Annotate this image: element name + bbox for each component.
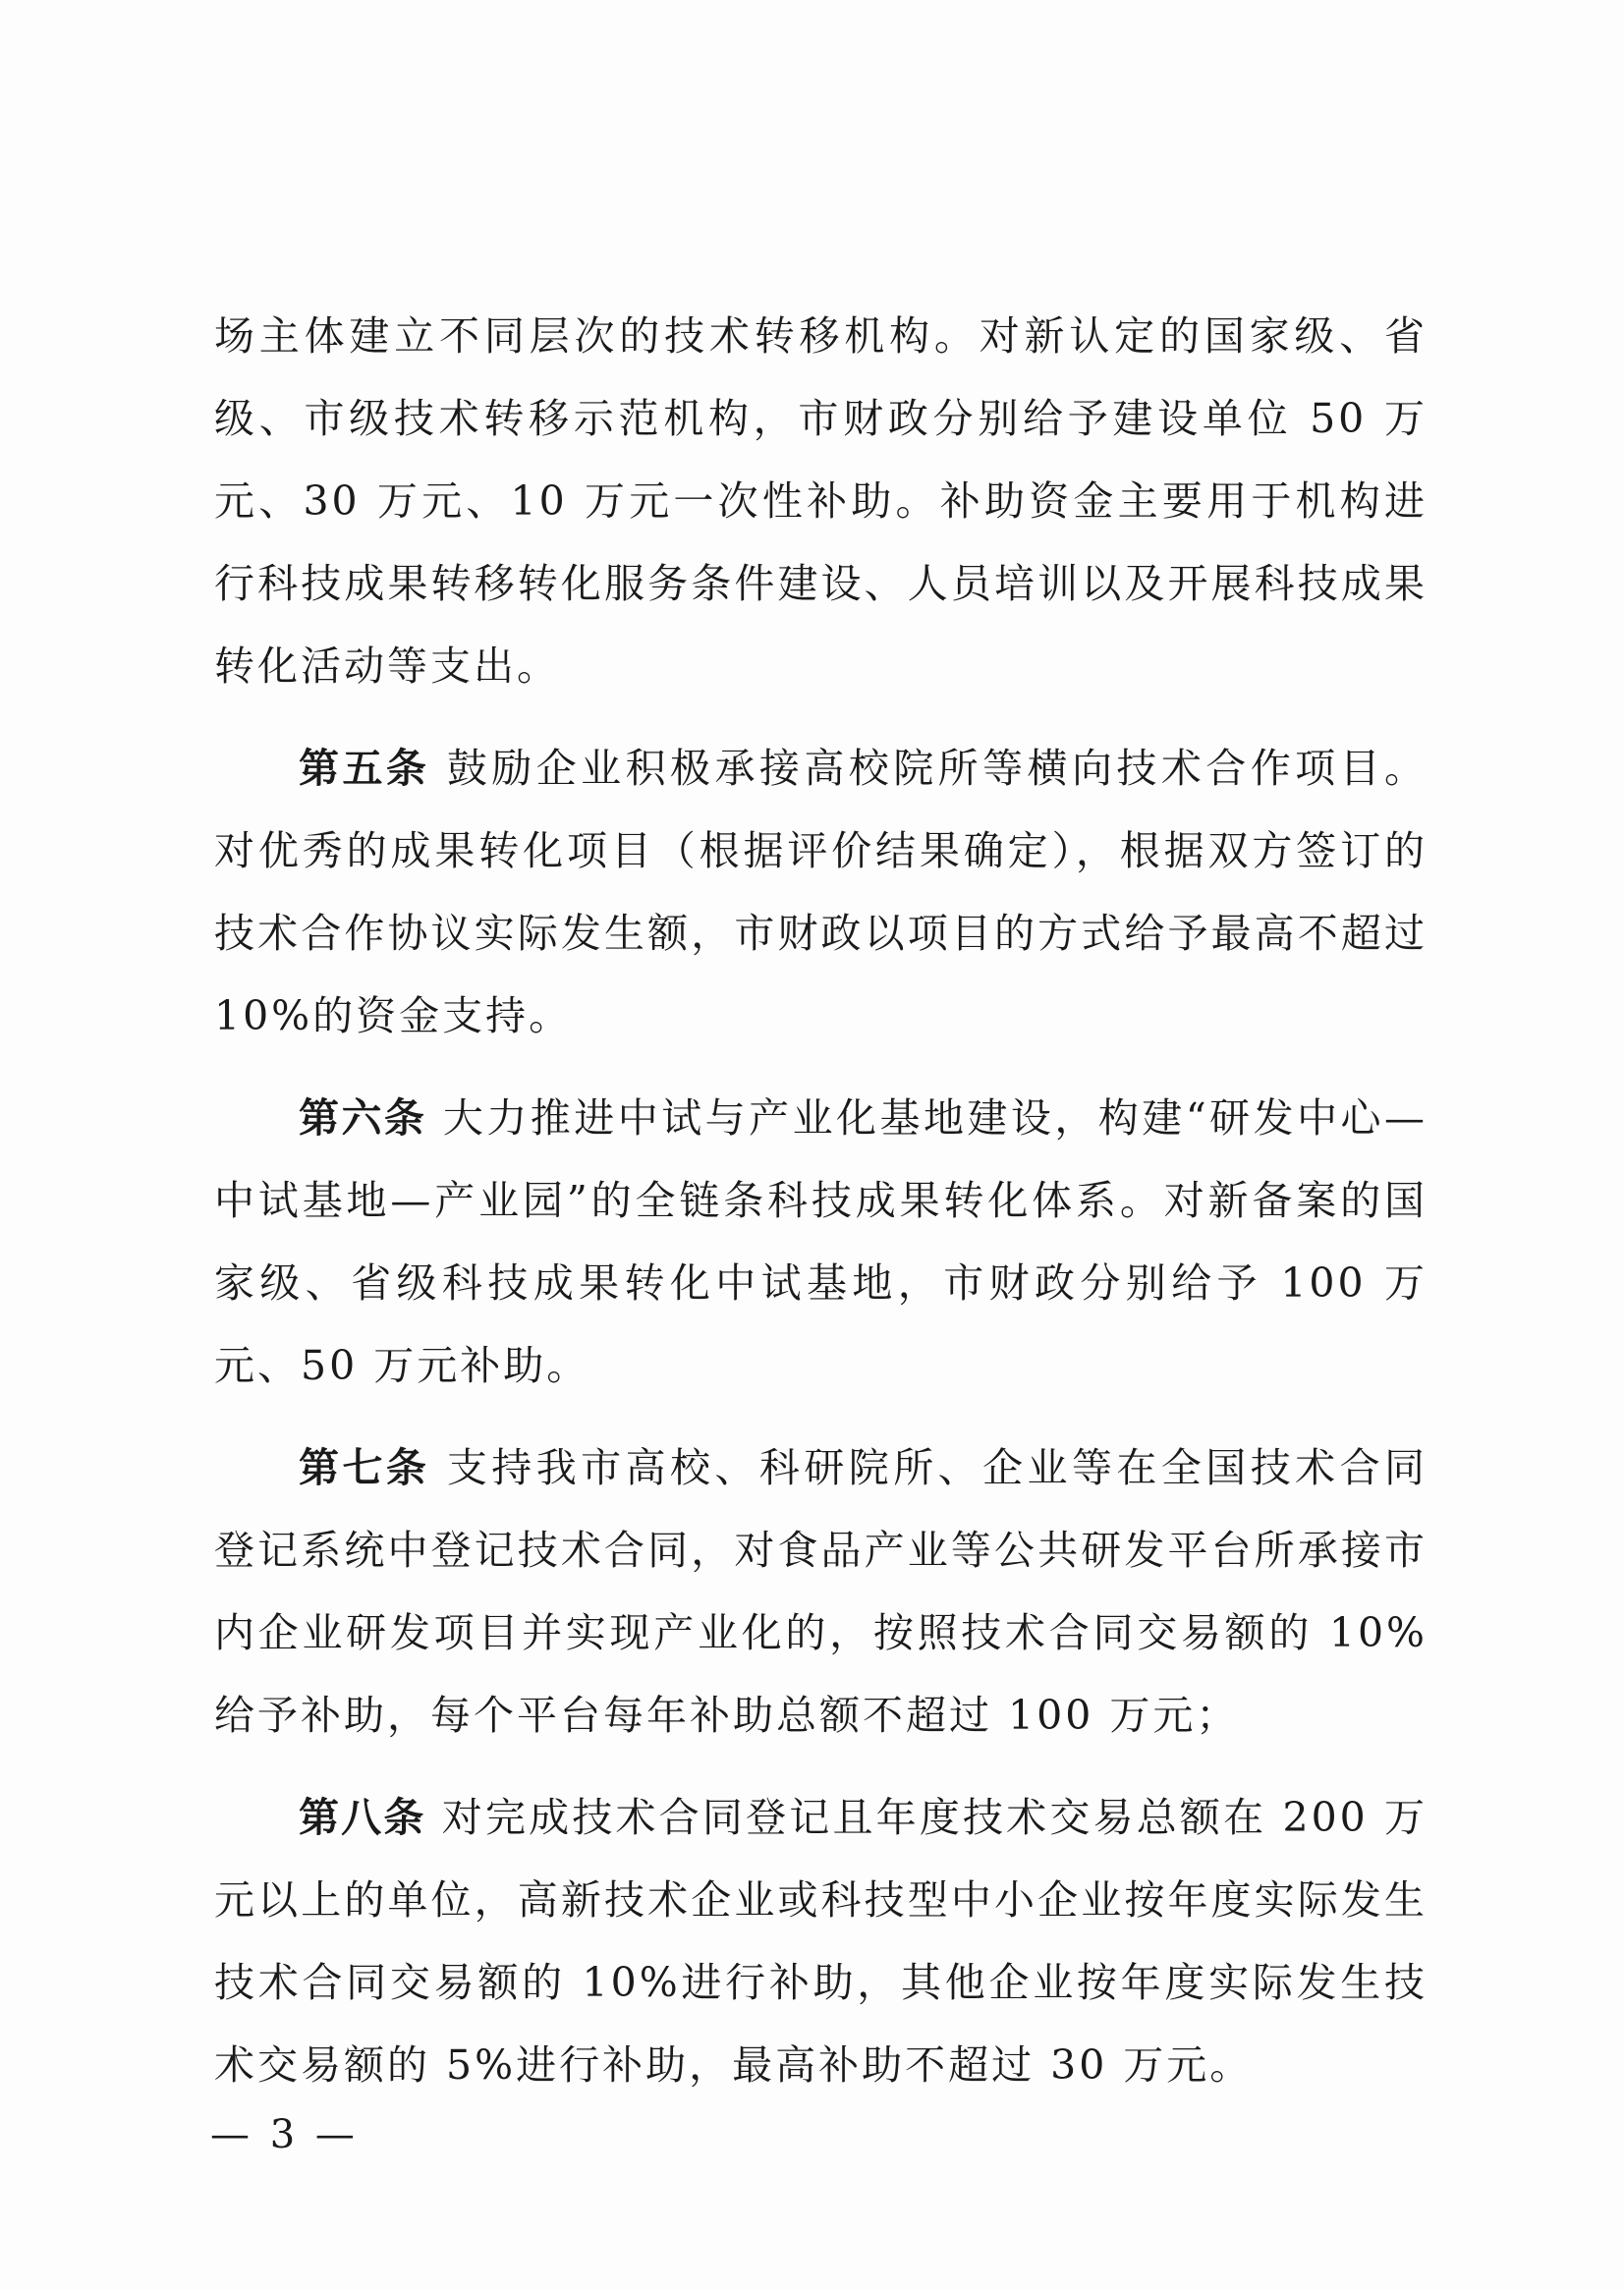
article-8 bbox=[214, 1776, 1428, 2106]
article-6 bbox=[214, 1077, 1428, 1407]
article-title: 第六条 bbox=[299, 1094, 427, 1142]
article-title: 第七条 bbox=[299, 1444, 430, 1491]
article-title: 第五条 bbox=[299, 745, 430, 792]
paragraph-continuation bbox=[214, 295, 1428, 707]
article-5 bbox=[214, 727, 1428, 1057]
article-7 bbox=[214, 1426, 1428, 1757]
paragraph-text: 场主体建立不同层次的技术转移机构。对新认定的国家级、省级、市级技术转移示范机构，市财政分别给予建设单位 50 万元、30 万元、10 万元一次性补助。补助资金主要用于机构进行科技成果转移转化服务条件建设、人员培训以及开展科技成果转化活动等支出。 bbox=[214, 312, 1428, 690]
article-text: 鼓励企业积极承接高校院所等横向技术合作项目。对优秀的成果转化项目（根据评价结果确定），根据双方签订的技术合作协议实际发生额，市财政以项目的方式给予最高不超过10%的资金支持。 bbox=[214, 745, 1428, 1039]
article-text: 对完成技术合同登记且年度技术交易总额在 200 万元以上的单位，高新技术企业或科技型中小企业按年度实际发生技术合同交易额的 10%进行补助，其他企业按年度实际发生技术交易额的 5%进行补助，最高补助不超过 30 万元。 bbox=[214, 1794, 1428, 2089]
article-text: 大力推进中试与产业化基地建设，构建“研发中心—中试基地—产业园”的全链条科技成果转化体系。对新备案的国家级、省级科技成果转化中试基地，市财政分别给予 100 万元、50 万元补助。 bbox=[214, 1094, 1428, 1389]
document-body bbox=[214, 295, 1428, 2126]
article-text: 支持我市高校、科研院所、企业等在全国技术合同登记系统中登记技术合同，对食品产业等公共研发平台所承接市内企业研发项目并实现产业化的，按照技术合同交易额的 10%给予补助，每个平台每年补助总额不超过 100 万元； bbox=[214, 1444, 1428, 1739]
article-title: 第八条 bbox=[299, 1794, 426, 1841]
page-number: — 3 — bbox=[210, 2112, 359, 2157]
